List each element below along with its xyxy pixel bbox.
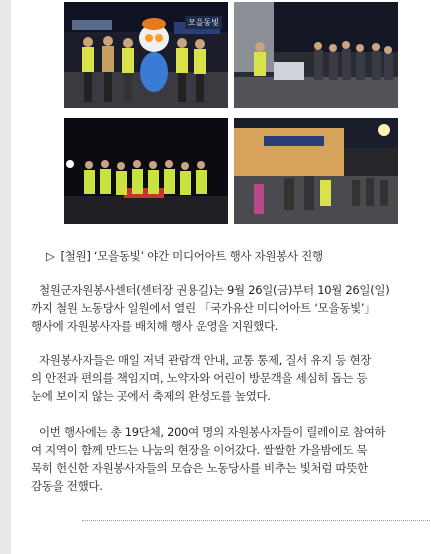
article-headline: [46, 247, 421, 265]
paragraph-2: 자원봉사자들은 매일 저녁 관람객 안내, 교통 통제, 질서 유지 등 현장 의 안전과 편의를 책임지며, 노약자와 어린이 방문객을 세심히 돕는 등 눈에 보이지 않는 곳에서 축제의 완성도를 높였다.: [31, 353, 372, 403]
article-body: [31, 247, 421, 495]
photo-volunteers-with-mascot: [64, 2, 228, 108]
headline-text: [철원] ‘모을동빛’ 야간 미디어아트 행사 자원봉사 진행: [60, 249, 323, 263]
paragraph-1: 철원군자원봉사센터(센터장 권용길)는 9월 26일(금)부터 10월 26일(일) 까지 철원 노동당사 일원에서 열린 「국가유산 미디어아트 ‘모을동빛’」 행사에 자원봉사자를 배치해 행사 운영을 지원했다.: [31, 283, 390, 333]
left-sidebar-strip: [0, 0, 11, 554]
photo-booth-crowd: [234, 2, 398, 108]
paragraph-3: 이번 행사에는 총 19단체, 200여 명의 자원봉사자들이 릴레이로 참여하 여 지역이 함께 만드는 나눔의 현장을 이어갔다. 쌀쌀한 가을밤에도 묵 묵히 헌신한 자원봉사자들의 모습은 노동당사를 비추는 빛처럼 따뜻한 감동을 전했다.: [31, 425, 386, 493]
photo-volunteers-lineup: [64, 118, 228, 224]
photo-grid: [64, 2, 398, 224]
dotted-divider: [82, 520, 430, 521]
photo-sign-text: 모을동빛: [185, 16, 222, 29]
photo-street-event: [234, 118, 398, 224]
triangle-marker-icon: ▷: [46, 249, 55, 263]
